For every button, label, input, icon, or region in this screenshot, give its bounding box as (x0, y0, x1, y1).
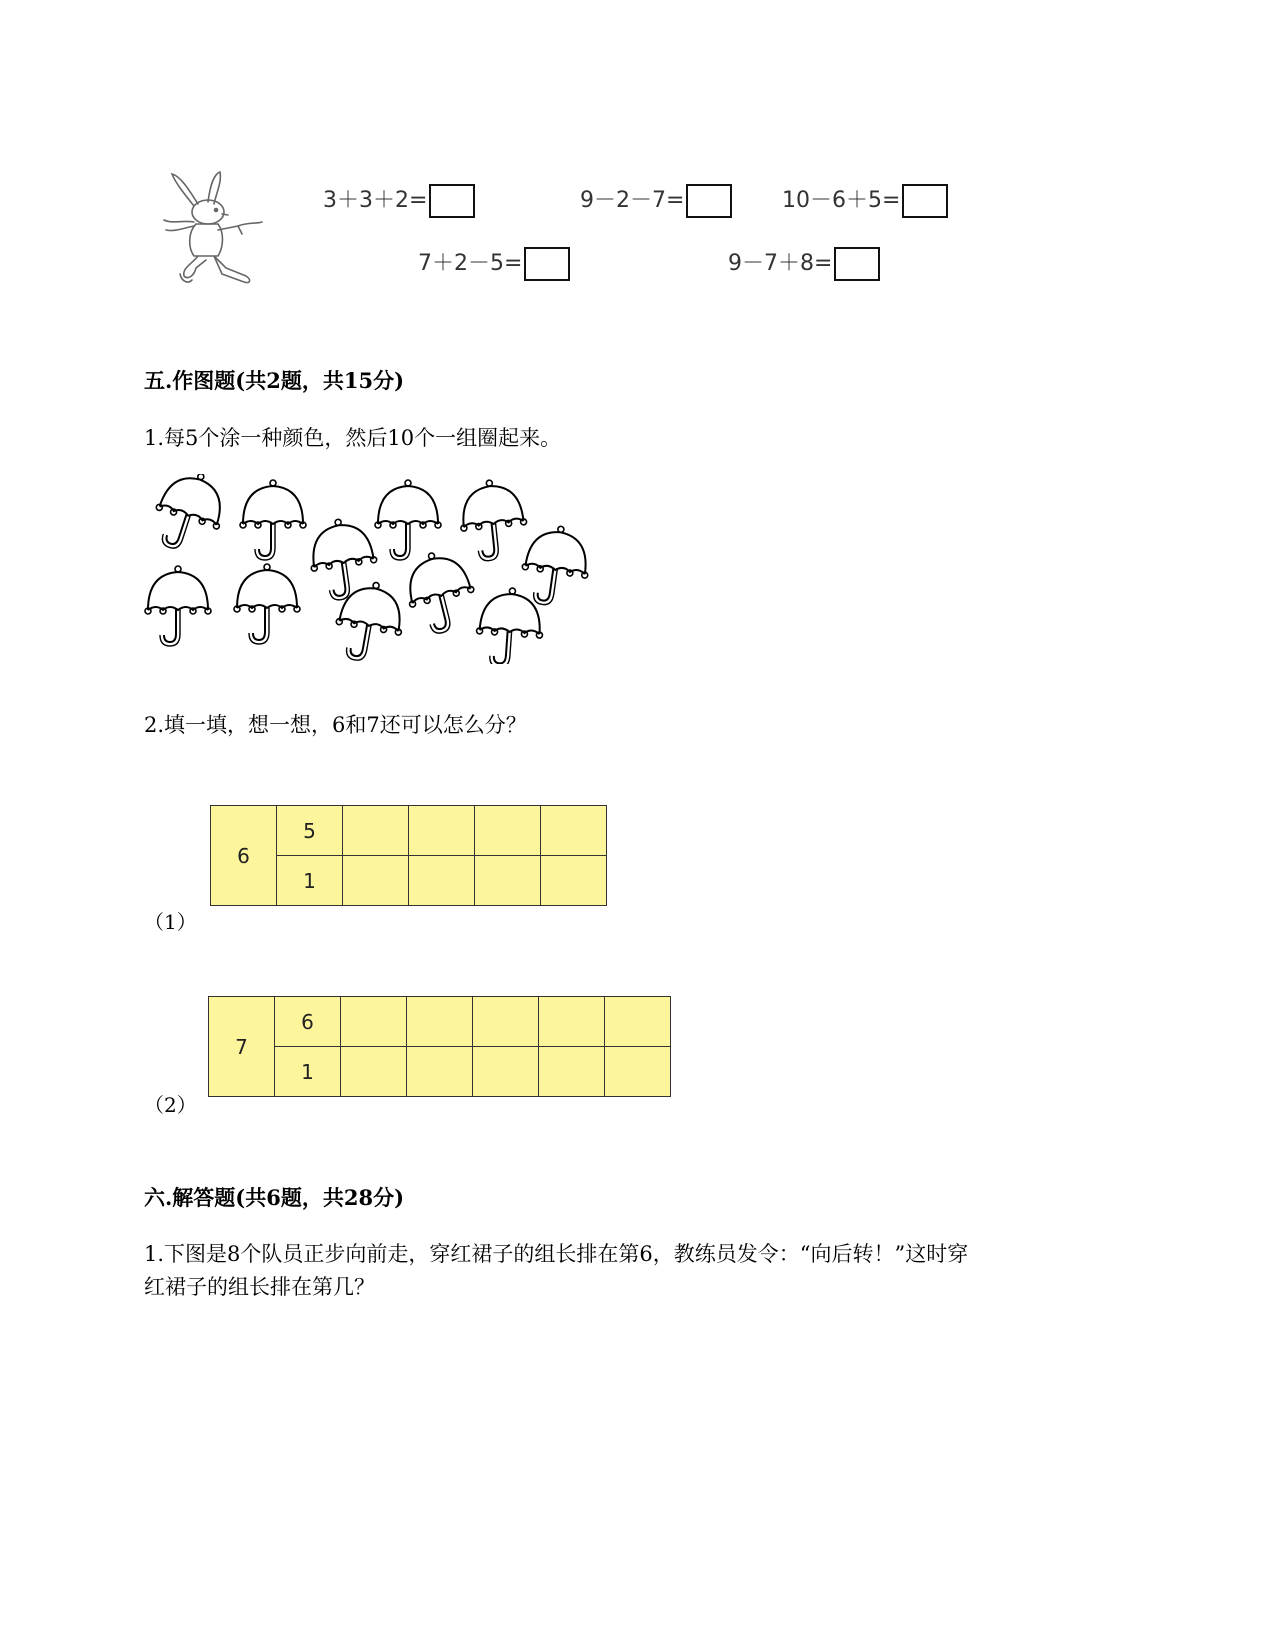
top-cell: 6 (275, 997, 341, 1047)
math-expression-3: 10－6＋5= (782, 184, 948, 218)
answer-box[interactable] (524, 247, 570, 281)
total-cell: 6 (211, 806, 277, 906)
umbrellas-illustration (140, 474, 600, 664)
table1-label: （1） (144, 910, 197, 934)
blank-cell[interactable] (409, 856, 475, 906)
blank-cell[interactable] (475, 806, 541, 856)
math-expression-4: 7＋2－5= (418, 247, 570, 281)
blank-cell[interactable] (473, 997, 539, 1047)
section6-heading: 六.解答题(共6题，共28分) (144, 1185, 405, 1210)
section5-heading: 五.作图题(共2题，共15分) (144, 368, 405, 393)
section6-question-1-line1: 1.下图是8个队员正步向前走，穿红裙子的组长排在第6，教练员发令：“向后转！”这时穿 (144, 1242, 969, 1266)
blank-cell[interactable] (539, 1047, 605, 1097)
blank-cell[interactable] (409, 806, 475, 856)
blank-cell[interactable] (407, 997, 473, 1047)
blank-cell[interactable] (343, 806, 409, 856)
answer-box[interactable] (834, 247, 880, 281)
math-expression-2: 9－2－7= (580, 184, 732, 218)
section5-question-2: 2.填一填，想一想，6和7还可以怎么分？ (144, 713, 527, 737)
blank-cell[interactable] (539, 997, 605, 1047)
total-cell: 7 (209, 997, 275, 1097)
blank-cell[interactable] (341, 997, 407, 1047)
math-expression-1: 3＋3＋2= (323, 184, 475, 218)
blank-cell[interactable] (407, 1047, 473, 1097)
answer-box[interactable] (686, 184, 732, 218)
bottom-cell: 1 (275, 1047, 341, 1097)
rabbit-illustration (158, 168, 273, 288)
section5-question-1: 1.每5个涂一种颜色，然后10个一组圈起来。 (144, 426, 562, 450)
decomposition-table-7 (208, 996, 671, 1097)
blank-cell[interactable] (343, 856, 409, 906)
blank-cell[interactable] (541, 806, 607, 856)
decomposition-table-6 (210, 805, 607, 906)
table2-label: （2） (144, 1093, 197, 1117)
blank-cell[interactable] (473, 1047, 539, 1097)
blank-cell[interactable] (341, 1047, 407, 1097)
blank-cell[interactable] (605, 1047, 671, 1097)
bottom-cell: 1 (277, 856, 343, 906)
blank-cell[interactable] (475, 856, 541, 906)
blank-cell[interactable] (605, 997, 671, 1047)
math-expression-5: 9－7＋8= (728, 247, 880, 281)
section6-question-1-line2: 红裙子的组长排在第几？ (144, 1275, 375, 1299)
blank-cell[interactable] (541, 856, 607, 906)
top-cell: 5 (277, 806, 343, 856)
answer-box[interactable] (429, 184, 475, 218)
answer-box[interactable] (902, 184, 948, 218)
